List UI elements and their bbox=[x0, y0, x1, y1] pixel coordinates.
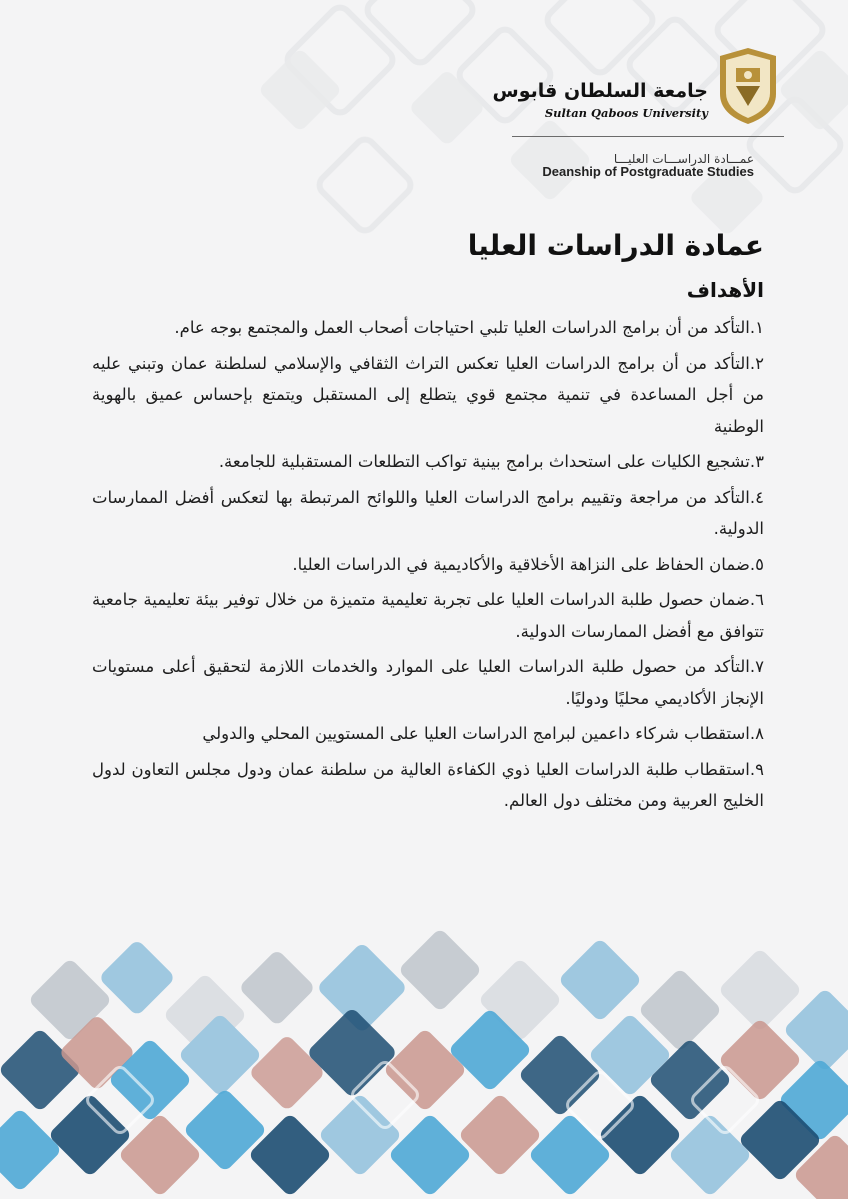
goal-item-5: ٥.ضمان الحفاظ على النزاهة الأخلاقية والأكاديمية في الدراسات العليا. bbox=[292, 554, 764, 574]
deanship-name-arabic: عمـــادة الدراســـات العليـــا bbox=[613, 152, 754, 166]
bottom-background-pattern bbox=[0, 930, 848, 1199]
university-name-arabic: جامعة السلطان قابوس bbox=[492, 80, 708, 102]
university-name-english: Sultan Qaboos University bbox=[544, 106, 708, 120]
goal-item-6: ٦.ضمان حصول طلبة الدراسات العليا على تجربة تعليمية متميزة من خلال توفير بيئة تعليمية جامعية تتوافق مع أفضل الممارسات الدولية. bbox=[92, 590, 764, 641]
section-heading: الأهداف bbox=[686, 278, 764, 302]
goal-item-9: ٩.استقطاب طلبة الدراسات العليا ذوي الكفاءة العالية من سلطنة عمان ودول مجلس التعاون لدول الخليج العربية ومن مختلف دول العالم. bbox=[92, 759, 764, 810]
university-emblem-icon bbox=[716, 46, 780, 126]
goal-item-7: ٧.التأكد من حصول طلبة الدراسات العليا على الموارد والخدمات اللازمة لتحقيق أعلى مستويات الإنجاز الأكاديمي محليًا ودوليًا. bbox=[92, 657, 764, 708]
page-title: عمادة الدراسات العليا bbox=[467, 229, 764, 262]
goal-item-3: ٣.تشجيع الكليات على استحداث برامج بينية تواكب التطلعات المستقبلية للجامعة. bbox=[218, 452, 764, 471]
goal-item-8: ٨.استقطاب شركاء داعمين لبرامج الدراسات العليا على المستويين المحلي والدولي bbox=[202, 724, 764, 743]
goal-item-2: ٢.التأكد من أن برامج الدراسات العليا تعكس التراث الثقافي والإسلامي لسلطنة عمان وتبني عليه من أجل المساعدة في تنمية مجتمع قوي يتطلع إلى المستقبل ويتمتع بإحساس عميق بالهوية الوطنية bbox=[92, 353, 764, 436]
goal-item-4: ٤.التأكد من مراجعة وتقييم برامج الدراسات العليا واللوائح المرتبطة بها لتعكس أفضل الممارسات الدولية. bbox=[92, 487, 764, 538]
main-content bbox=[92, 226, 764, 821]
deanship-name-english: Deanship of Postgraduate Studies bbox=[542, 164, 754, 179]
header-logo-block bbox=[492, 40, 784, 190]
header-divider bbox=[512, 136, 784, 137]
goal-item-1: ١.التأكد من أن برامج الدراسات العليا تلبي احتياجات أصحاب العمل والمجتمع بوجه عام. bbox=[174, 318, 764, 337]
